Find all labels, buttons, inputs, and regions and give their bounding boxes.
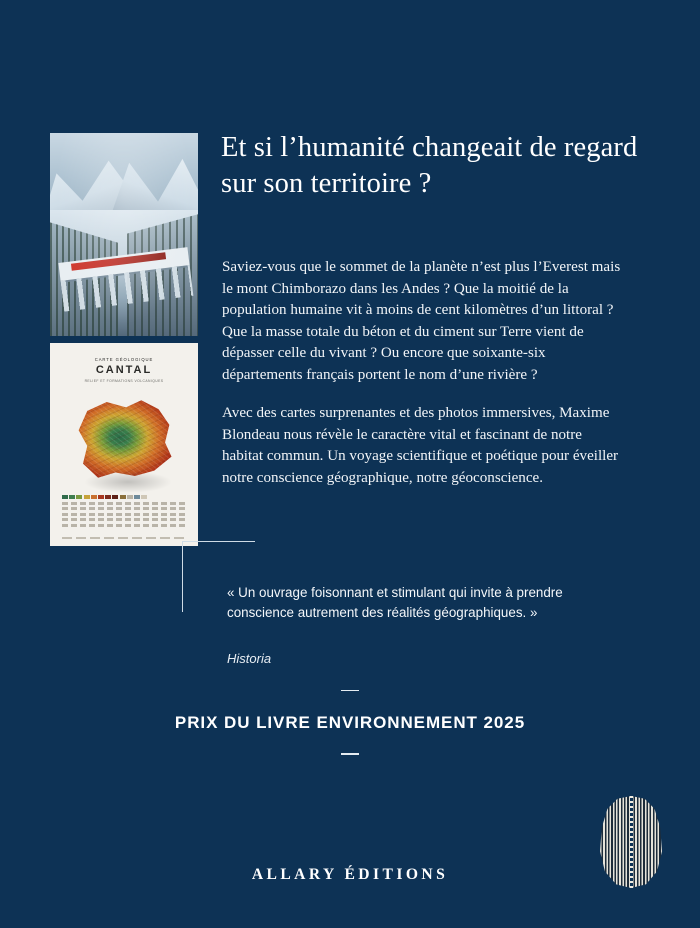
publisher-name: ALLARY ÉDITIONS	[251, 866, 449, 883]
map-titles	[50, 357, 198, 383]
geological-map-photo	[50, 343, 198, 546]
divider-bottom	[341, 753, 359, 754]
divider-top	[341, 690, 359, 691]
photo-snow-haze	[50, 133, 198, 336]
map-legend-swatches	[62, 495, 186, 499]
body-copy	[222, 257, 626, 489]
image-column	[50, 133, 198, 546]
body-paragraph-1: Saviez-vous que le sommet de la planète n’est plus l’Everest mais le mont Chimborazo dans les Andes ? Que la moitié de la population humaine vit à moins de cent kilomètres d’un littoral ? Que la masse totale du béton et du ciment sur Terre vient de dépasser celle du vivant ? Ou encore que soixante-six départements français portent le nom d’une rivière ?	[222, 259, 621, 383]
body-paragraph-2: Avec des cartes surprenantes et des photos immersives, Maxime Blondeau nous révèle le caractère vital et fascinant de notre habitat commun. Un voyage scientifique et poétique pour éveiller notre conscience géographique, notre géoconscience.	[222, 405, 619, 486]
prize-block	[0, 690, 700, 755]
shell-logo-spine	[630, 796, 633, 888]
map-title: CANTAL	[95, 364, 153, 376]
map-subtitle: RELIEF ET FORMATIONS VOLCANIQUES	[84, 379, 164, 383]
prize-label: PRIX DU LIVRE ENVIRONNEMENT 2025	[174, 713, 526, 733]
shell-logo-icon	[600, 796, 662, 888]
quote-text: « Un ouvrage foisonnant et stimulant qui invite à prendre conscience autrement des réalités géographiques. »	[227, 585, 563, 621]
mountain-viaduct-photo	[50, 133, 198, 336]
map-footer-rule	[62, 537, 186, 539]
map-relief-shadow	[84, 471, 172, 493]
quote-source: Historia	[227, 651, 272, 666]
map-relief-shape	[70, 395, 178, 483]
page-title: Et si l’humanité changeait de regard sur son territoire ?	[221, 132, 638, 200]
map-legend	[62, 495, 186, 529]
map-overline: CARTE GÉOLOGIQUE	[94, 357, 154, 362]
